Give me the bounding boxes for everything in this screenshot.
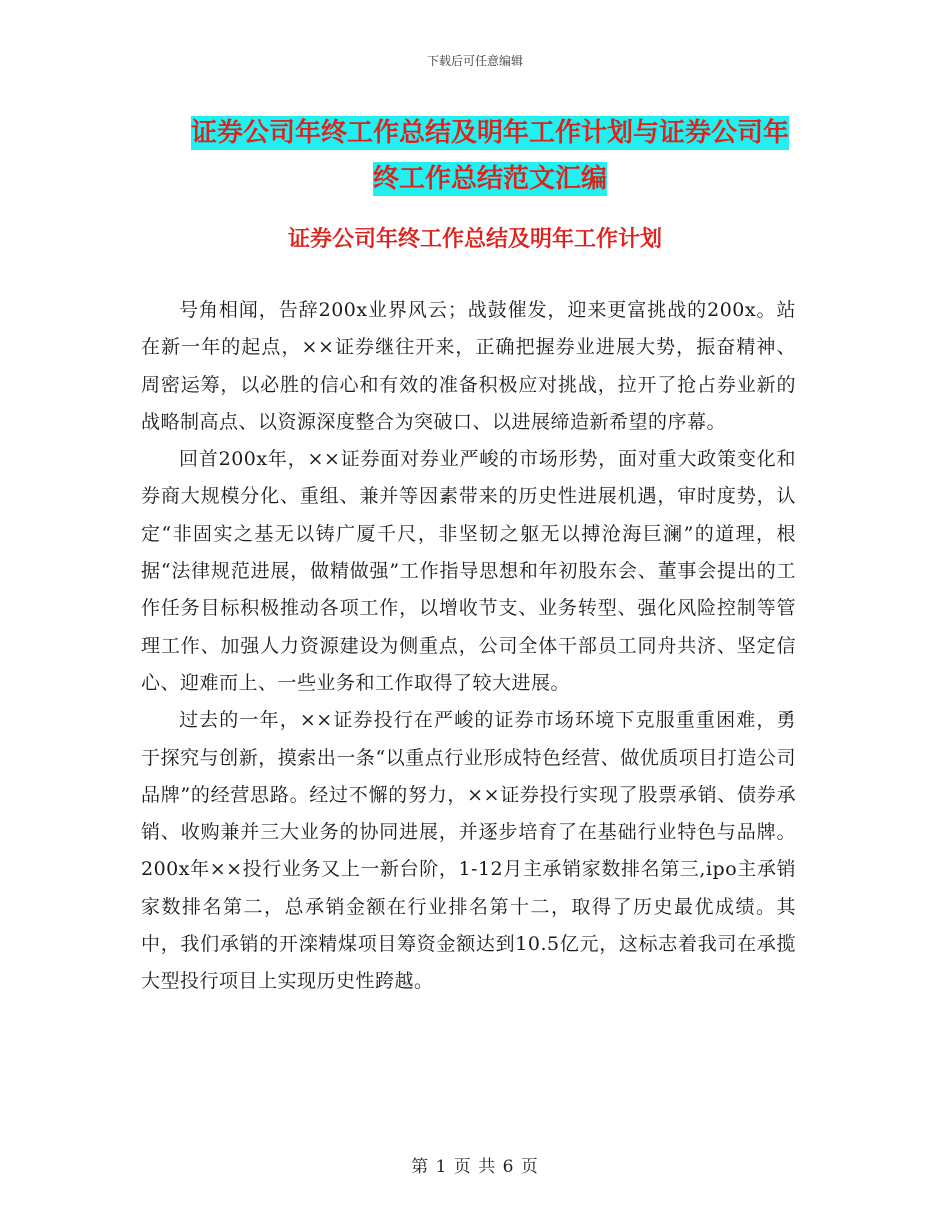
- main-title-line-1: 证券公司年终工作总结及明年工作计划与证券公司年: [190, 118, 789, 148]
- header-note: 下载后可任意编辑: [426, 54, 523, 68]
- paragraph-3: 过去的一年，××证券投行在严峻的证券市场环境下克服重重困难，勇于探究与创新，摸索出一条“以重点行业形成特色经营、做优质项目打造公司品牌”的经营思路。经过不懈的努力，××证券投行实现了股票承销、债券承销、收购兼并三大业务的协同进展，并逐步培育了在基础行业特色与品牌。200x年××投行业务又上一新台阶，1-12月主承销家数排名第三,ipo主承销家数排名第二，总承销金额在行业排名第十二，取得了历史最优成绩。其中，我们承销的开滦精煤项目筹资金额达到10.5亿元，这标志着我司在承揽大型投行项目上实现历史性跨越。: [141, 709, 796, 993]
- document-body: [141, 292, 796, 1001]
- main-title-line-2: 终工作总结范文汇编: [372, 164, 607, 194]
- paragraph-1: 号角相闻，告辞200x业界风云；战鼓催发，迎来更富挑战的200x。站在新一年的起点，××证券继往开来，正确把握券业进展大势，振奋精神、周密运筹，以必胜的信心和有效的准备积极应对挑战，拉开了抢占券业新的战略制高点、以资源深度整合为突破口、以进展缔造新希望的序幕。: [141, 299, 796, 433]
- section-title: 证券公司年终工作总结及明年工作计划: [287, 227, 662, 252]
- paragraph-2: 回首200x年，××证券面对券业严峻的市场形势，面对重大政策变化和券商大规模分化、重组、兼并等因素带来的历史性进展机遇，审时度势，认定“非固实之基无以铸广厦千尺，非坚韧之躯无以搏沧海巨澜”的道理，根据“法律规范进展，做精做强”工作指导思想和年初股东会、董事会提出的工作任务目标积极推动各项工作，以增收节支、业务转型、强化风险控制等管理工作、加强人力资源建设为侧重点，公司全体干部员工同舟共济、坚定信心、迎难而上、一些业务和工作取得了较大进展。: [141, 448, 796, 694]
- main-title: [140, 110, 840, 202]
- page-footer: 第 1 页 共 6 页: [411, 1157, 539, 1177]
